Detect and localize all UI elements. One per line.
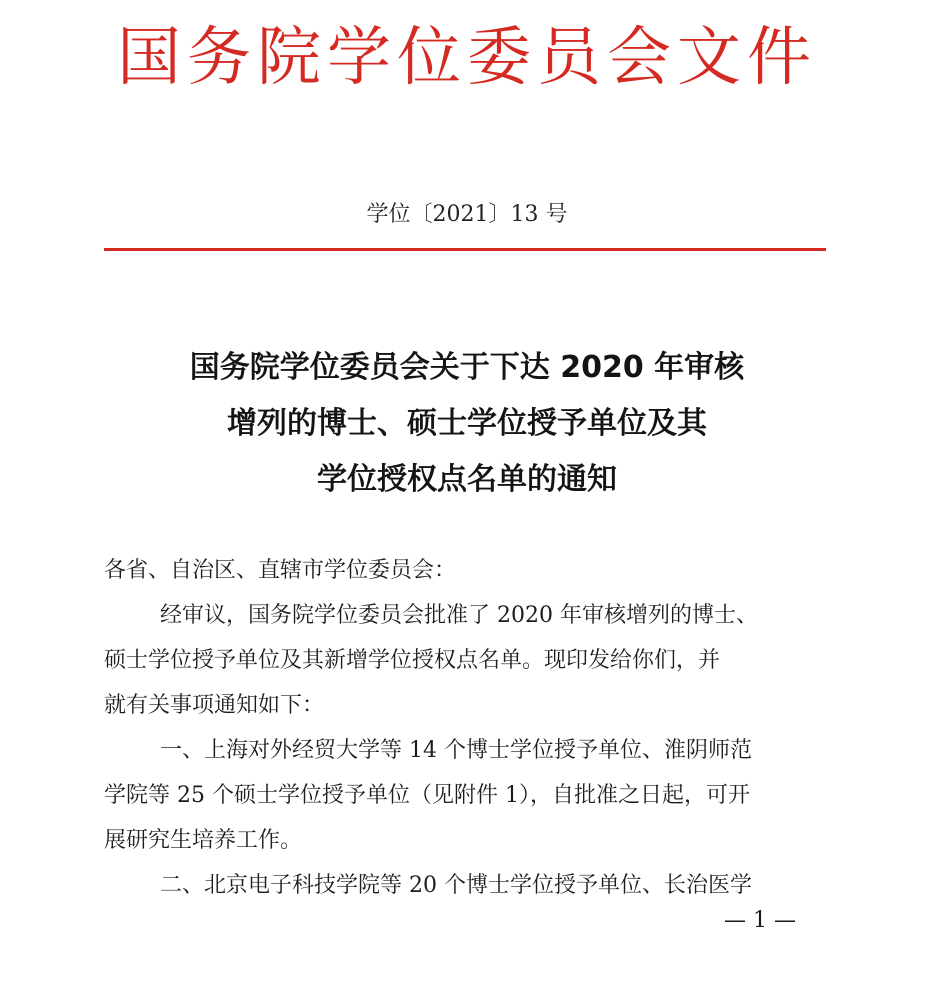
body-line: 经审议，国务院学位委员会批准了 2020 年审核增列的博士、 (160, 603, 758, 628)
body-line: 就有关事项通知如下： (104, 693, 325, 718)
body-line: 一、上海对外经贸大学等 14 个博士学位授予单位、淮阴师范 (160, 738, 752, 763)
red-divider-rule (104, 248, 826, 251)
notice-body (104, 548, 826, 908)
salutation: 各省、自治区、直辖市学位委员会： (104, 558, 457, 583)
document-number: 学位〔2021〕13 号 (366, 202, 568, 227)
title-line: 增列的博士、硕士学位授予单位及其 (227, 406, 707, 441)
title-line: 学位授权点名单的通知 (317, 462, 617, 497)
body-line: 学院等 25 个硕士学位授予单位（见附件 1），自批准之日起，可开 (104, 783, 750, 808)
body-line: 二、北京电子科技学院等 20 个博士学位授予单位、长治医学 (160, 873, 752, 898)
body-line: 展研究生培养工作。 (104, 828, 303, 853)
body-line: 硕士学位授予单位及其新增学位授权点名单。现印发给你们，并 (104, 648, 721, 673)
title-line: 国务院学位委员会关于下达 2020 年审核 (189, 350, 745, 385)
issuer-header-title: 国务院学位委员会文件 (117, 21, 817, 95)
notice-title (0, 340, 934, 508)
page-number: — 1 — (724, 908, 796, 933)
